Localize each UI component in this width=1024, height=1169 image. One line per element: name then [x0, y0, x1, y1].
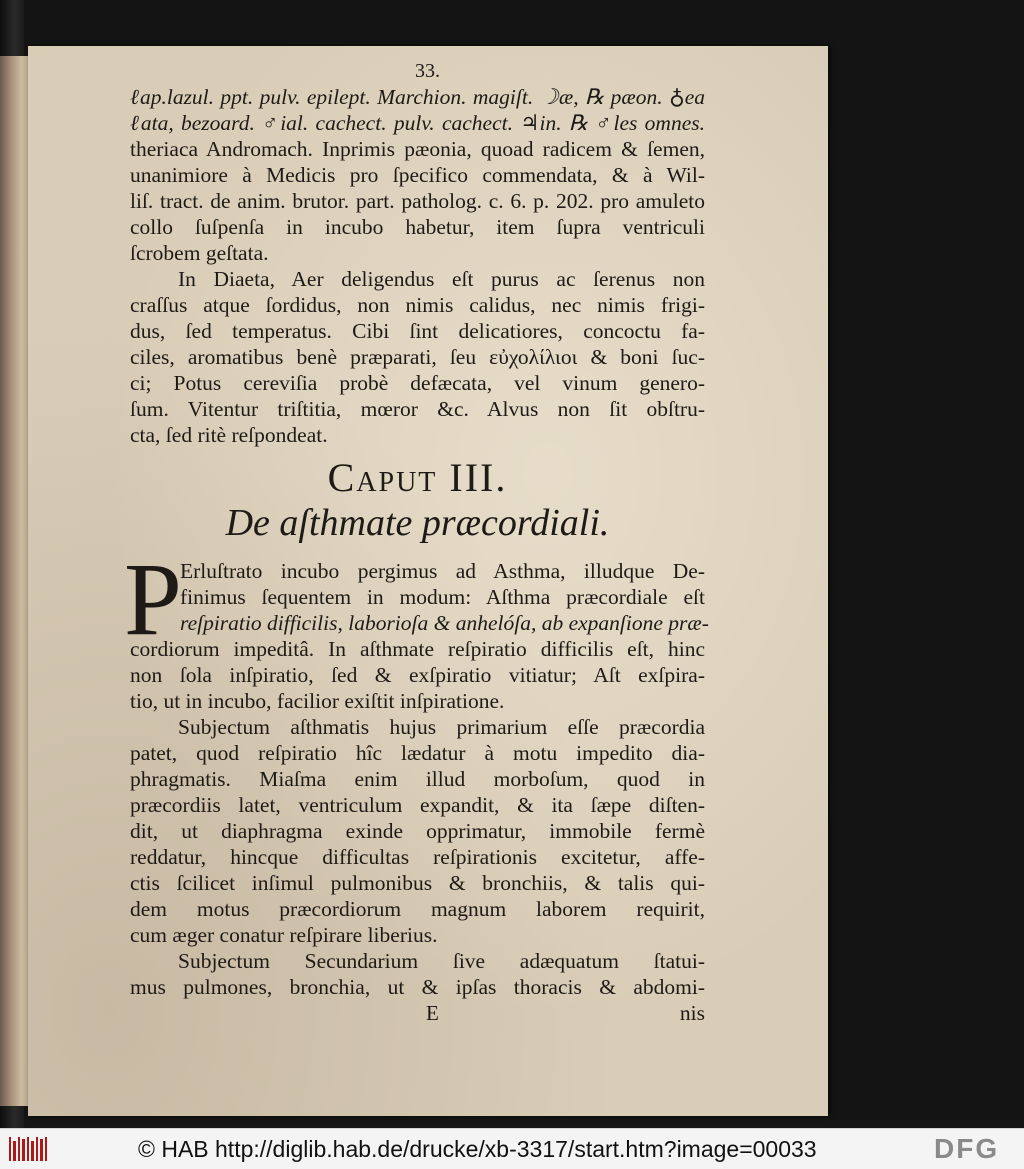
paragraph-1 [124, 542, 709, 714]
text-line: Erluſtrato incubo pergimus ad Asthma, illudque De- [180, 559, 705, 583]
text-line: dit, ut diaphragma exinde opprimatur, immobile fermè [130, 819, 705, 843]
text-line: ctis ſcilicet inſimul pulmonibus & bronchiis, & talis qui- [130, 871, 705, 895]
text-line: ſum. Vitentur triſtitia, mœror &c. Alvus non ſit obſtru- [130, 397, 705, 421]
barcode-icon [8, 1135, 48, 1163]
text-line: phragmatis. Miaſma enim illud morboſum, quod in [130, 767, 705, 791]
text-line: finimus ſequentem in modum: Aſthma præcordiale eſt [180, 585, 705, 609]
text-line: In Diaeta, Aer deligendus eſt purus ac ſerenus non [178, 267, 705, 291]
paragraph-2 [130, 714, 705, 948]
text-line: cta, ſed ritè reſpondeat. [130, 423, 328, 447]
text-line: mus pulmones, bronchia, ut & ipſas thoracis & abdomi- [130, 975, 705, 999]
text-line: ℓap.lazul. ppt. pulv. epilept. Marchion. magiſt. ☽æ, ℞ pæon. ♁ea [130, 85, 705, 109]
text-line: tio, ut in incubo, facilior exiſtit inſpiratione. [130, 689, 505, 713]
text-line: reſpiratio difficilis, laborioſa & anhelóſa, ab expanſione præ- [180, 611, 709, 635]
text-line: collo ſuſpenſa in incubo habetur, item ſupra ventriculi [130, 215, 705, 239]
footer-bar [0, 1128, 1024, 1169]
text-top [130, 84, 705, 266]
page-text [124, 60, 709, 1026]
text-line: theriaca Andromach. Inprimis pæonia, quoad radicem & ſemen, [130, 137, 705, 161]
text-line: dus, ſed temperatus. Cibi ſint delicatiores, concoctu fa- [130, 319, 705, 343]
text-line: Subjectum Secundarium ſive adæquatum ſtatui- [178, 949, 705, 973]
text-line: cum æger conatur reſpirare liberius. [130, 923, 438, 947]
drop-cap: P [124, 542, 182, 657]
page-number: 33. [415, 60, 440, 82]
text-line: reddatur, hincque difficultas reſpirationis excitetur, affe- [130, 845, 705, 869]
dfg-logo[interactable]: DFG [934, 1133, 1000, 1164]
text-line: cordiorum impeditâ. In aſthmate reſpiratio difficilis eſt, hinc [130, 637, 705, 661]
text-line: unanimiore à Medicis pro ſpecifico commendata, & à Wil- [130, 163, 705, 187]
text-line: non ſola inſpiratio, ſed & exſpiratio vitiatur; Aſt exſpira- [130, 663, 705, 687]
text-line: dem motus præcordiorum magnum laborem requirit, [130, 897, 705, 921]
text-line: ℓata, bezoard. ♂ial. cachect. pulv. cachect. ♃in. ℞ ♂les omnes. [130, 111, 705, 135]
text-line: ci; Potus cereviſia probè defæcata, vel vinum genero- [130, 371, 705, 395]
catchword: nis [679, 1001, 705, 1025]
paragraph-3 [130, 948, 705, 1000]
chapter-title: Caput III. [327, 455, 508, 500]
text-line: craſſus atque ſordidus, non nimis calidus, nec nimis frigi- [130, 293, 705, 317]
text-line: liſ. tract. de anim. brutor. part. patholog. c. 6. p. 202. pro amuleto [130, 189, 705, 213]
diaeta-paragraph [130, 266, 705, 448]
text-line: Subjectum aſthmatis hujus primarium eſſe præcordia [178, 715, 705, 739]
previous-page-edge [0, 56, 28, 1106]
copyright-link[interactable]: © HAB http://diglib.hab.de/drucke/xb-3317/start.htm?image=00033 [138, 1136, 817, 1162]
text-line: præcordiis latet, ventriculum expandit, & ita ſæpe diſten- [130, 793, 705, 817]
book-page [28, 46, 828, 1116]
page-footer-line [130, 1000, 705, 1026]
text-line: ciles, aromatibus benè præparati, ſeu εὐχολίλιοι & boni ſuc- [130, 345, 705, 369]
signature-mark: E [426, 1001, 439, 1025]
chapter-subtitle: De aſthmate præcordiali. [225, 502, 610, 544]
text-line: ſcrobem geſtata. [130, 241, 269, 265]
text-line: patet, quod reſpiratio hîc lædatur à motu impedito dia- [130, 741, 705, 765]
